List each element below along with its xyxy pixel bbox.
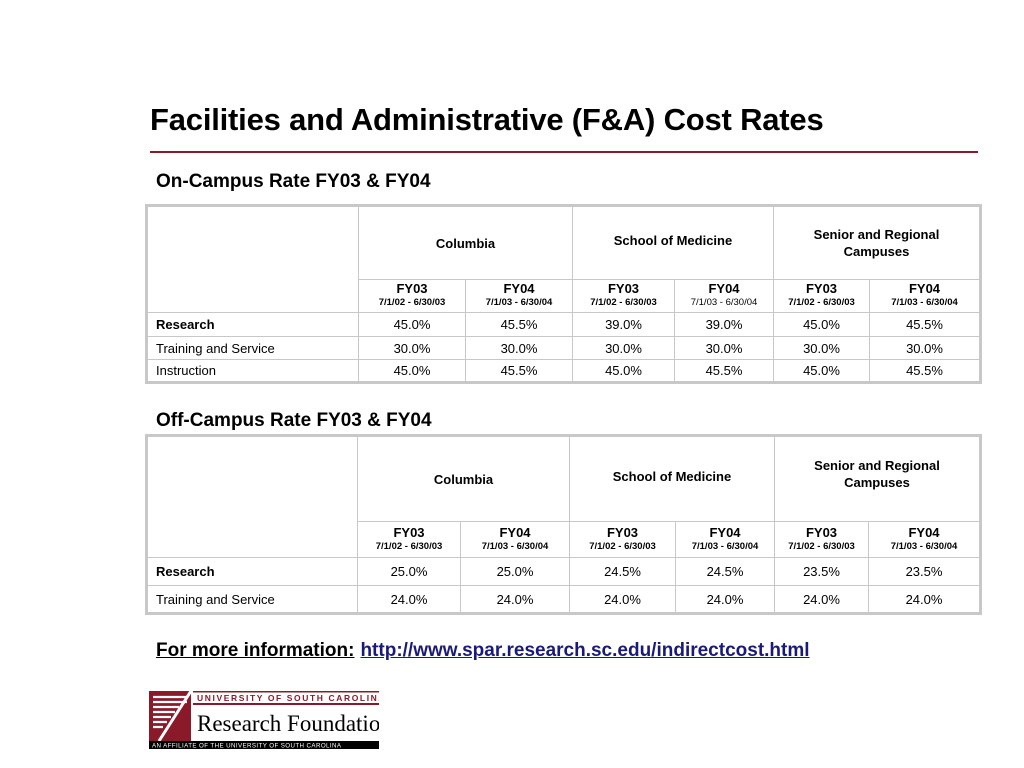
period-header: FY04 7/1/03 - 6/30/04: [675, 280, 774, 313]
on-campus-table: [145, 204, 982, 384]
rate-cell: 30.0%: [573, 337, 675, 360]
group-header-columbia: Columbia: [359, 206, 573, 280]
rate-cell: 45.5%: [870, 360, 981, 383]
rate-cell: 39.0%: [675, 313, 774, 337]
period-header: FY03 7/1/02 - 6/30/03: [775, 522, 869, 558]
group-header-medicine: School of Medicine: [570, 436, 775, 522]
rate-cell: 45.5%: [675, 360, 774, 383]
table-row: [147, 558, 981, 586]
period-header: FY03 7/1/02 - 6/30/03: [358, 522, 461, 558]
period-header: FY04 7/1/03 - 6/30/04: [461, 522, 570, 558]
rate-cell: 45.0%: [359, 313, 466, 337]
page-title: Facilities and Administrative (F&A) Cost Rates: [150, 102, 824, 137]
rate-cell: 30.0%: [774, 337, 870, 360]
rate-cell: 45.5%: [466, 313, 573, 337]
table-header-row: [147, 206, 981, 280]
rate-cell: 24.0%: [358, 586, 461, 614]
period-header: FY03 7/1/02 - 6/30/03: [570, 522, 676, 558]
rate-cell: 23.5%: [869, 558, 981, 586]
logo-foundation-text: Research Foundation: [197, 711, 379, 736]
rate-cell: 30.0%: [675, 337, 774, 360]
rate-cell: 24.0%: [775, 586, 869, 614]
logo-affiliate-text: AN AFFILIATE OF THE UNIVERSITY OF SOUTH CAROLINA: [152, 742, 342, 749]
rate-cell: 25.0%: [461, 558, 570, 586]
period-header: FY03 7/1/02 - 6/30/03: [573, 280, 675, 313]
group-header-columbia: Columbia: [358, 436, 570, 522]
rate-cell: 30.0%: [466, 337, 573, 360]
rate-cell: 45.0%: [774, 360, 870, 383]
rate-cell: 24.5%: [676, 558, 775, 586]
rate-cell: 30.0%: [870, 337, 981, 360]
rate-cell: 24.5%: [570, 558, 676, 586]
rate-cell: 45.5%: [870, 313, 981, 337]
table-row: [147, 360, 981, 383]
rate-cell: 45.0%: [573, 360, 675, 383]
logo-graphic-icon: [149, 691, 379, 749]
table-row: [147, 586, 981, 614]
more-info-label: For more information:: [156, 640, 355, 661]
row-label: Instruction: [147, 360, 359, 383]
period-header: FY03 7/1/02 - 6/30/03: [359, 280, 466, 313]
rate-cell: 24.0%: [869, 586, 981, 614]
rate-cell: 24.0%: [676, 586, 775, 614]
off-campus-heading: Off-Campus Rate FY03 & FY04: [156, 410, 432, 431]
rate-cell: 23.5%: [775, 558, 869, 586]
rate-cell: 25.0%: [358, 558, 461, 586]
row-label: Research: [147, 313, 359, 337]
row-label: Research: [147, 558, 358, 586]
corner-cell: [147, 206, 359, 313]
rate-cell: 24.0%: [461, 586, 570, 614]
rate-cell: 30.0%: [359, 337, 466, 360]
table-row: [147, 313, 981, 337]
logo-university-text: UNIVERSITY OF SOUTH CAROLINA: [197, 693, 379, 703]
on-campus-heading: On-Campus Rate FY03 & FY04: [156, 171, 431, 192]
corner-cell: [147, 436, 358, 558]
title-divider: [150, 151, 978, 153]
rate-cell: 45.0%: [359, 360, 466, 383]
row-label: Training and Service: [147, 337, 359, 360]
rate-cell: 45.5%: [466, 360, 573, 383]
table-row: [147, 337, 981, 360]
rate-cell: 39.0%: [573, 313, 675, 337]
rate-cell: 24.0%: [570, 586, 676, 614]
period-header: FY03 7/1/02 - 6/30/03: [774, 280, 870, 313]
indirect-cost-link[interactable]: http://www.spar.research.sc.edu/indirectcost.html: [360, 640, 810, 661]
research-foundation-logo: [149, 691, 379, 749]
group-header-medicine: School of Medicine: [573, 206, 774, 280]
group-header-regional: Senior and Regional Campuses: [775, 436, 981, 522]
period-header: FY04 7/1/03 - 6/30/04: [676, 522, 775, 558]
group-header-regional: Senior and Regional Campuses: [774, 206, 981, 280]
table-header-row: [147, 436, 981, 522]
rate-cell: 45.0%: [774, 313, 870, 337]
period-header: FY04 7/1/03 - 6/30/04: [869, 522, 981, 558]
more-info-line: [156, 640, 810, 662]
off-campus-table: [145, 434, 982, 615]
period-header: FY04 7/1/03 - 6/30/04: [466, 280, 573, 313]
period-header: FY04 7/1/03 - 6/30/04: [870, 280, 981, 313]
row-label: Training and Service: [147, 586, 358, 614]
